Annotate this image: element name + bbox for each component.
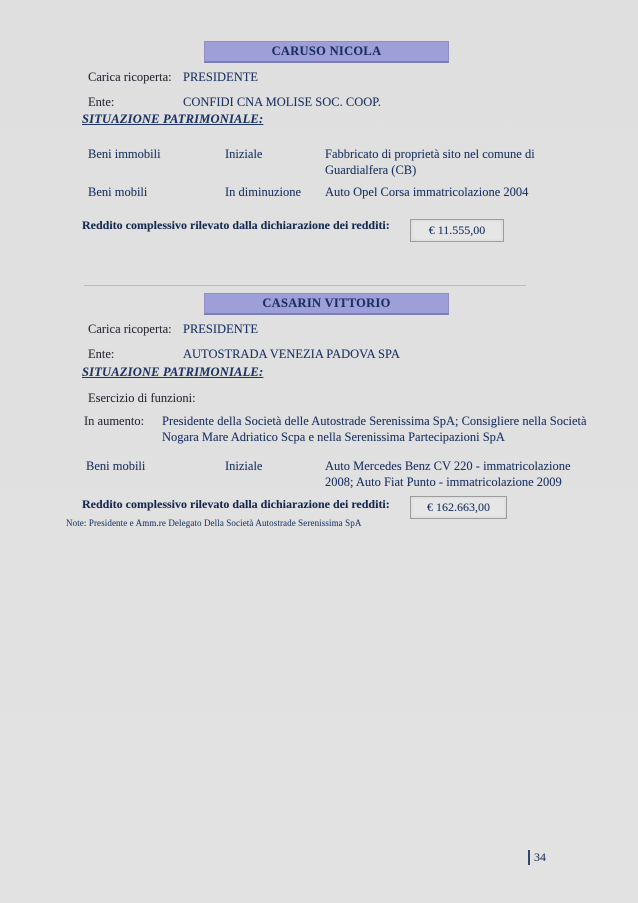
ente-value: CONFIDI CNA MOLISE SOC. COOP. — [183, 95, 381, 109]
reddito-value: € 11.555,00 — [428, 223, 486, 237]
esercizio-variation: In aumento: — [84, 414, 145, 428]
person-name: CASARIN VITTORIO — [262, 296, 391, 310]
carica-label: Carica ricoperta: — [88, 70, 172, 84]
reddito-label: Reddito complessivo rilevato dalla dichiarazione dei redditi: — [82, 218, 390, 232]
asset-variation: In diminuzione — [225, 185, 302, 199]
esercizio-description: Presidente della Società delle Autostrade Serenissima SpA; Consigliere nella Società Nogara Mare Adriatico Scpa e nella Serenissima Partecipazioni SpA — [162, 414, 587, 444]
asset-description: Fabbricato di proprietà sito nel comune di Guardialfera (CB) — [325, 147, 535, 177]
asset-variation: Iniziale — [225, 459, 263, 473]
ente-label: Ente: — [88, 347, 115, 361]
asset-description: Auto Opel Corsa immatricolazione 2004 — [325, 185, 529, 199]
reddito-value: € 162.663,00 — [427, 500, 490, 514]
ente-label: Ente: — [88, 95, 115, 109]
note-text: Note: Presidente e Amm.re Delegato Della Società Autostrade Serenissima SpA — [66, 518, 362, 528]
reddito-value-box — [410, 219, 504, 242]
asset-category: Beni mobili — [88, 185, 148, 199]
ente-value: AUTOSTRADA VENEZIA PADOVA SPA — [183, 347, 400, 361]
asset-description: Auto Mercedes Benz CV 220 - immatricolazione 2008; Auto Fiat Punto - immatricolazione 2009 — [325, 459, 571, 489]
situazione-patrimoniale-heading: SITUAZIONE PATRIMONIALE: — [82, 365, 264, 379]
asset-category: Beni mobili — [86, 459, 146, 473]
reddito-label: Reddito complessivo rilevato dalla dichiarazione dei redditi: — [82, 497, 390, 511]
carica-value: PRESIDENTE — [183, 322, 258, 336]
carica-value: PRESIDENTE — [183, 70, 258, 84]
asset-variation: Iniziale — [225, 147, 263, 161]
page-number: 34 — [528, 850, 546, 865]
carica-label: Carica ricoperta: — [88, 322, 172, 336]
asset-category: Beni immobili — [88, 147, 161, 161]
section-divider — [84, 285, 526, 286]
esercizio-heading: Esercizio di funzioni: — [88, 391, 196, 405]
reddito-value-box — [410, 496, 507, 519]
person-name-banner — [204, 41, 449, 63]
person-name-banner — [204, 293, 449, 315]
person-name: CARUSO NICOLA — [271, 44, 382, 58]
situazione-patrimoniale-heading: SITUAZIONE PATRIMONIALE: — [82, 112, 264, 126]
